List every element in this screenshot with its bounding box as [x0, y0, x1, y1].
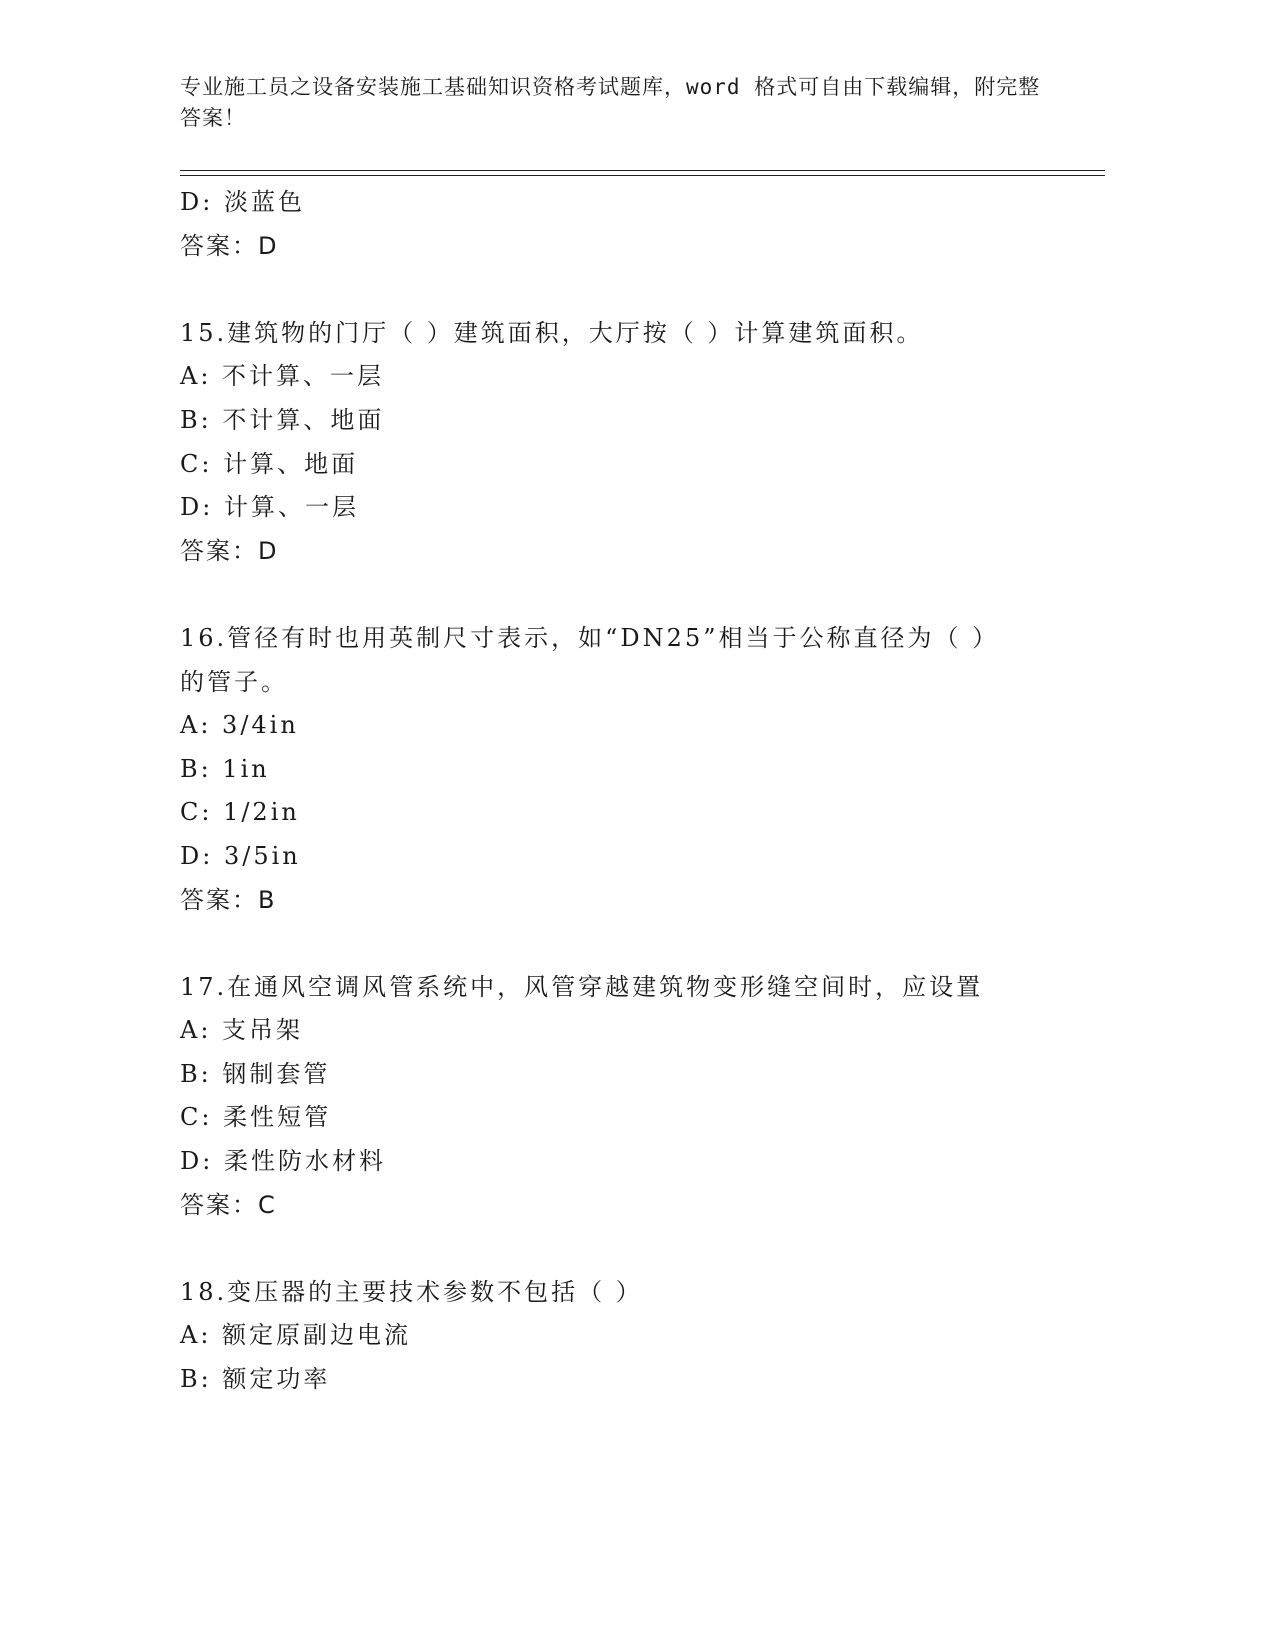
answer: 答案：C — [180, 1190, 277, 1219]
option-d: D: 3/5in — [180, 841, 301, 870]
question-17 — [180, 966, 1080, 1228]
option-b: B: 不计算、地面 — [180, 405, 385, 434]
answer: 答案：D — [180, 536, 279, 565]
option-d: D: 淡蓝色 — [180, 188, 305, 216]
option-d: D: 计算、一层 — [180, 493, 359, 522]
question-stem: 16.管径有时也用英制尺寸表示，如“DN25”相当于公称直径为（ ） — [180, 623, 1000, 652]
option-a: A: 支吊架 — [180, 1016, 304, 1045]
question-18 — [180, 1271, 1080, 1402]
header-divider-thin — [180, 170, 1105, 171]
option-b: B: 额定功率 — [180, 1365, 331, 1394]
option-d: D: 柔性防水材料 — [180, 1147, 386, 1176]
question-list — [180, 181, 1080, 1402]
option-b: B: 1in — [180, 754, 270, 783]
spacer — [180, 573, 1080, 617]
spacer — [180, 922, 1080, 966]
option-a: A: 额定原副边电流 — [180, 1321, 412, 1350]
answer: 答案：B — [180, 885, 277, 914]
answer: 答案：D — [180, 231, 279, 260]
header-text: 专业施工员之设备安装施工基础知识资格考试题库，word 格式可自由下载编辑，附完整答案！ — [180, 75, 1041, 130]
option-c: C: 计算、地面 — [180, 449, 359, 478]
question-stem: 18.变压器的主要技术参数不包括（ ） — [180, 1277, 643, 1306]
spacer — [180, 268, 1080, 312]
option-c: C: 柔性短管 — [180, 1103, 332, 1132]
option-a: A: 3/4in — [180, 711, 299, 740]
question-stem: 15.建筑物的门厅（ ）建筑面积，大厅按（ ）计算建筑面积。 — [180, 318, 924, 347]
question-stem-continued: 的管子。 — [180, 667, 288, 696]
option-c: C: 1/2in — [180, 798, 300, 827]
question-stem: 17.在通风空调风管系统中，风管穿越建筑物变形缝空间时，应设置 — [180, 972, 984, 1001]
option-b: B: 钢制套管 — [180, 1059, 331, 1088]
option-a: A: 不计算、一层 — [180, 362, 385, 391]
question-14-tail — [180, 181, 1080, 268]
question-15 — [180, 312, 1080, 574]
header-divider-thick — [180, 175, 1105, 176]
question-16 — [180, 617, 1080, 922]
document-header — [180, 72, 1060, 134]
spacer — [180, 1227, 1080, 1271]
